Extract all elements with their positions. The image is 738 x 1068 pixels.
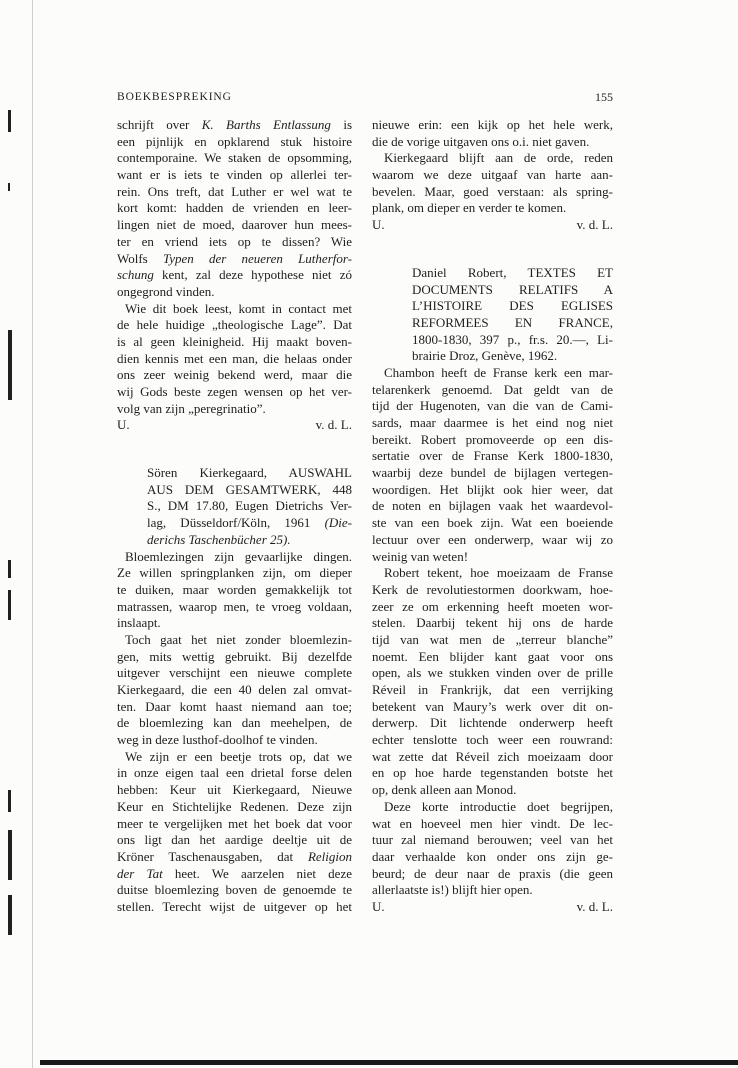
text-line bbox=[117, 367, 352, 384]
scan-artifact bbox=[8, 830, 12, 880]
text-line bbox=[412, 265, 613, 282]
text-line bbox=[147, 515, 352, 532]
text-line bbox=[117, 782, 352, 799]
text-run: lag, Düsseldorf/Köln, 1961 bbox=[147, 515, 325, 531]
text-line bbox=[117, 816, 352, 833]
text-run: te duiken, maar worden gemakkelijk tot bbox=[117, 581, 352, 597]
text-line bbox=[372, 882, 613, 899]
text-line bbox=[117, 334, 352, 351]
signature-place: U. bbox=[372, 898, 385, 914]
text-line bbox=[372, 649, 613, 666]
italic-text: der Tat bbox=[117, 865, 163, 881]
text-run: zeer ze om erkenning heeft moeten wor- bbox=[372, 598, 613, 614]
text-line bbox=[117, 649, 352, 666]
text-line bbox=[147, 482, 352, 499]
text-run: betekent van Maury’s werk over dit on- bbox=[372, 698, 613, 714]
text-run: waarom we deze uitgaaf van harte aan- bbox=[372, 167, 613, 183]
text-run: daar verhaalde kon onder ons zijn ge- bbox=[372, 848, 613, 864]
text-run: Toch gaat het niet zonder bloemlezin- bbox=[125, 631, 352, 647]
italic-text: Typen der neueren Lutherfor- bbox=[162, 250, 352, 266]
text-line bbox=[412, 282, 613, 299]
text-run: beurd; de deur naar de praxis (die geen bbox=[372, 865, 613, 881]
text-line bbox=[372, 134, 613, 151]
text-line bbox=[372, 582, 613, 599]
signature-initials: v. d. L. bbox=[576, 898, 613, 914]
text-line bbox=[117, 632, 352, 649]
text-run: wat en hoeveel men hier vindt. De lec- bbox=[372, 815, 613, 831]
text-run: die de vorige uitgaven ons o.i. niet gaven. bbox=[372, 133, 590, 149]
paragraph bbox=[117, 549, 352, 632]
text-line bbox=[372, 184, 613, 201]
text-line bbox=[372, 150, 613, 167]
text-run: wij Gods beste zegen wensen op het ver- bbox=[117, 384, 352, 399]
text-line bbox=[372, 200, 613, 217]
text-line bbox=[372, 415, 613, 432]
text-line bbox=[117, 284, 352, 301]
text-run: Wolfs bbox=[117, 250, 163, 266]
text-run: de noten en bijlagen vaak het waardevol- bbox=[372, 498, 613, 514]
text-run: DOCUMENTS RELATIFS A bbox=[412, 281, 613, 297]
text-line bbox=[117, 732, 352, 749]
text-line bbox=[412, 348, 613, 365]
scan-artifact bbox=[8, 895, 12, 935]
text-line bbox=[117, 715, 352, 732]
text-line bbox=[117, 117, 352, 134]
scan-edge-line bbox=[32, 0, 33, 1068]
text-line bbox=[117, 317, 352, 334]
text-run: weinig van weten! bbox=[372, 548, 469, 564]
text-run: nieuwe erin: een kijk op het hele werk, bbox=[372, 117, 613, 132]
text-line bbox=[412, 298, 613, 315]
text-run: gen, mits wettig gebruikt. Bij dezelfde bbox=[117, 648, 352, 664]
scan-artifact bbox=[8, 560, 11, 578]
text-line bbox=[372, 432, 613, 449]
review-signature bbox=[117, 417, 352, 434]
text-run: is al geen kleinigheid. Hij maakt boven- bbox=[117, 333, 352, 349]
book-heading bbox=[117, 465, 352, 548]
text-line bbox=[372, 799, 613, 816]
text-line bbox=[372, 599, 613, 616]
scan-artifact bbox=[8, 590, 11, 620]
text-line bbox=[117, 184, 352, 201]
text-run: Kierkegaard blijft aan de orde, reden bbox=[384, 150, 613, 166]
text-line bbox=[412, 332, 613, 349]
text-run: ongegrond vinden. bbox=[117, 283, 215, 299]
text-line bbox=[117, 301, 352, 318]
text-line bbox=[372, 398, 613, 415]
text-run: sards, maar daarmee is het eind nog niet bbox=[372, 415, 613, 430]
text-line bbox=[147, 498, 352, 515]
text-line bbox=[117, 565, 352, 582]
text-line bbox=[117, 267, 352, 284]
text-run: schrijft over bbox=[117, 117, 202, 132]
text-run: weg in deze lusthof-doolhof te vinden. bbox=[117, 732, 318, 748]
text-run: REFORMEES EN FRANCE, bbox=[412, 314, 613, 330]
text-line bbox=[372, 699, 613, 716]
paragraph bbox=[372, 117, 613, 150]
text-line bbox=[117, 549, 352, 566]
text-run: waarbij deze bundel de bijlagen vertegen- bbox=[372, 465, 613, 481]
text-run: stellen. Terecht wijst de uitgever op het bbox=[117, 898, 352, 914]
text-run: allerlaatste is!) blijft hier open. bbox=[372, 882, 533, 898]
text-run: contemporaine. We staken de opsomming, bbox=[117, 150, 352, 166]
text-line bbox=[372, 765, 613, 782]
right-column bbox=[372, 117, 613, 916]
text-run: rein. Ons treft, dat Luther er wel wat te bbox=[117, 183, 352, 199]
text-line bbox=[117, 217, 352, 234]
scan-bottom-edge bbox=[40, 1060, 738, 1065]
text-line bbox=[372, 866, 613, 883]
text-run: Kröner Taschenausgaben, dat bbox=[117, 848, 308, 864]
text-run: noemt. Een blijder kant gaat voor ons bbox=[372, 648, 613, 664]
text-line bbox=[372, 365, 613, 382]
signature-place: U. bbox=[372, 217, 385, 233]
paragraph bbox=[117, 632, 352, 749]
text-run: ons ligt dan het aardige deeltje uit de bbox=[117, 832, 352, 848]
text-run: woordigen. Het blijkt ook hier weer, dat bbox=[372, 481, 613, 497]
text-run: Réveil in Frankrijk, dat een verrijking bbox=[372, 682, 613, 697]
text-line bbox=[372, 615, 613, 632]
italic-text: K. Barths Entlassung bbox=[201, 117, 331, 132]
text-line bbox=[117, 832, 352, 849]
paragraph bbox=[372, 365, 613, 565]
text-line bbox=[117, 749, 352, 766]
signature-place: U. bbox=[117, 417, 130, 433]
text-run: stelen. Daarbij tekent hij ons de harde bbox=[372, 615, 613, 631]
signature-initials: v. d. L. bbox=[315, 417, 352, 433]
text-line bbox=[147, 465, 352, 482]
text-line bbox=[372, 532, 613, 549]
text-line bbox=[372, 682, 613, 699]
text-run: Ze willen springplanken zijn, om dieper bbox=[117, 565, 352, 581]
text-line bbox=[117, 351, 352, 368]
text-run: tijd van wat men de „terreur blanche” bbox=[372, 631, 613, 647]
text-line bbox=[117, 234, 352, 251]
text-run: is bbox=[330, 117, 352, 132]
text-run: sertatie over de Franse Kerk 1800-1830, bbox=[372, 448, 613, 464]
text-line bbox=[117, 849, 352, 866]
text-run: kent, zal deze hypothese niet zó bbox=[153, 267, 352, 283]
text-run: dien kennis met een man, die helaas onder bbox=[117, 350, 352, 366]
paragraph bbox=[372, 150, 613, 217]
text-line bbox=[117, 167, 352, 184]
paragraph bbox=[117, 301, 352, 418]
book-heading bbox=[372, 265, 613, 365]
text-run: inslaapt. bbox=[117, 615, 161, 631]
paragraph bbox=[372, 565, 613, 799]
text-run: AUS DEM GESAMTWERK, 448 bbox=[147, 481, 352, 497]
text-line bbox=[117, 682, 352, 699]
paragraph bbox=[117, 749, 352, 916]
scan-artifact bbox=[8, 183, 10, 191]
text-run: S., DM 17.80, Eugen Dietrichs Ver- bbox=[147, 498, 352, 514]
text-line bbox=[117, 866, 352, 883]
text-run: brairie Droz, Genève, 1962. bbox=[412, 348, 558, 364]
text-line bbox=[372, 749, 613, 766]
text-run: L’HISTOIRE DES EGLISES bbox=[412, 298, 613, 314]
text-run: wat zette dat Réveil zich moeizaam door bbox=[372, 748, 613, 764]
text-line bbox=[372, 515, 613, 532]
text-run: de hele huidige „theologische Lage”. Dat bbox=[117, 317, 352, 333]
text-line bbox=[412, 315, 613, 332]
text-line bbox=[372, 465, 613, 482]
text-line bbox=[372, 482, 613, 499]
text-run: Kierkegaard, die een 40 delen zal omvat- bbox=[117, 682, 352, 697]
text-line bbox=[372, 816, 613, 833]
text-run: uitgever verschijnt een nieuwe complete bbox=[117, 665, 352, 681]
text-run: echter tenslotte toch weer een rouwrand: bbox=[372, 732, 613, 748]
text-line bbox=[372, 832, 613, 849]
scan-artifact bbox=[8, 110, 11, 132]
page-number: 155 bbox=[595, 90, 613, 104]
text-line bbox=[117, 665, 352, 682]
review-signature bbox=[372, 899, 613, 916]
text-run: ons zeer weinig bekend werd, maar die bbox=[117, 367, 352, 383]
text-run: en op hoe harde tegenstanden botste het bbox=[372, 765, 613, 781]
scan-artifact bbox=[8, 330, 12, 400]
text-run: een pijnlijk en opklarend stuk histoire bbox=[117, 133, 352, 149]
italic-text: derichs Taschenbücher 25). bbox=[147, 531, 291, 547]
review-signature bbox=[372, 217, 613, 234]
text-line bbox=[372, 849, 613, 866]
text-run: meer te vergelijken met het boek dat voor bbox=[117, 815, 352, 831]
italic-text: schung bbox=[117, 267, 154, 283]
text-run: Bloemlezingen zijn gevaarlijke dingen. bbox=[125, 548, 352, 564]
text-run: derwerp. Dit lichtende onderwerp heeft bbox=[372, 715, 613, 731]
text-line bbox=[372, 665, 613, 682]
italic-text: (Die- bbox=[324, 515, 352, 531]
text-line bbox=[117, 150, 352, 167]
text-run: Kerk de revolutiestormen doorkwam, hoe- bbox=[372, 581, 613, 597]
text-line bbox=[117, 384, 352, 401]
paragraph bbox=[372, 799, 613, 899]
text-run: hebben: Keur uit Kierkegaard, Nieuwe bbox=[117, 782, 352, 798]
text-run: 1800-1830, 397 p., fr.s. 20.—, Li- bbox=[412, 331, 613, 347]
text-line bbox=[372, 715, 613, 732]
text-run: kort komt: hadden de vrienden en leer- bbox=[117, 200, 352, 216]
running-title: BOEKBESPREKING bbox=[117, 91, 232, 103]
text-run: Sören Kierkegaard, AUSWAHL bbox=[147, 465, 352, 481]
text-run: Robert tekent, hoe moeizaam de Franse bbox=[384, 565, 613, 581]
text-run: Chambon heeft de Franse kerk een mar- bbox=[384, 364, 613, 380]
text-line bbox=[372, 448, 613, 465]
text-line bbox=[117, 615, 352, 632]
text-run: heet. We aarzelen niet deze bbox=[162, 865, 352, 881]
text-line bbox=[372, 382, 613, 399]
text-line bbox=[117, 251, 352, 268]
paragraph bbox=[117, 117, 352, 301]
text-line bbox=[117, 799, 352, 816]
text-run: Wie dit boek leest, komt in contact met bbox=[125, 300, 352, 316]
text-line bbox=[147, 532, 352, 549]
signature-initials: v. d. L. bbox=[576, 217, 613, 233]
text-run: de bloemlezing kan dan meehelpen, de bbox=[117, 715, 352, 731]
text-line bbox=[117, 699, 352, 716]
text-run: open, als we stukken vinden over de prille bbox=[372, 665, 613, 681]
italic-text: Religion bbox=[307, 848, 352, 864]
text-line bbox=[372, 732, 613, 749]
text-run: op, denk alleen aan Monod. bbox=[372, 782, 517, 798]
text-line bbox=[117, 882, 352, 899]
text-run: duitse bloemlezing boven de genoemde te bbox=[117, 882, 352, 898]
text-line bbox=[117, 200, 352, 217]
scan-artifact bbox=[8, 790, 11, 812]
text-run: plank, om dieper en verder te komen. bbox=[372, 200, 567, 216]
text-run: tuur zal niemand berouwen; veel van het bbox=[372, 832, 613, 848]
text-run: We zijn er een beetje trots op, dat we bbox=[125, 748, 352, 764]
text-run: bereikt. Robert promoveerde op een dis- bbox=[372, 431, 613, 447]
text-run: want er is iets te vinden op allerlei ter- bbox=[117, 167, 352, 183]
text-line bbox=[117, 401, 352, 418]
text-run: in onze eigen taal een drietal forse delen bbox=[117, 765, 352, 781]
text-run: tijd der Hugenoten, van die van de Cami- bbox=[372, 398, 613, 414]
text-run: Daniel Robert, TEXTES ET bbox=[412, 264, 613, 280]
text-run: lingen niet de moed, daarover hun mees- bbox=[117, 217, 352, 233]
text-run: ste van een boek zijn. Wat een boeiende bbox=[372, 515, 613, 531]
text-run: Keur en Stichtelijke Redenen. Deze zijn bbox=[117, 798, 352, 814]
text-line bbox=[117, 134, 352, 151]
text-line bbox=[117, 599, 352, 616]
left-column bbox=[117, 117, 352, 916]
text-run: Deze korte introductie doet begrijpen, bbox=[384, 798, 613, 814]
text-line bbox=[372, 549, 613, 566]
text-run: lectuur over een onderwerp, waar wij zo bbox=[372, 531, 613, 547]
text-run: telarenkerk genoemd. Dat geldt van de bbox=[372, 381, 613, 397]
text-line bbox=[117, 765, 352, 782]
text-line bbox=[372, 167, 613, 184]
text-line bbox=[117, 582, 352, 599]
text-line bbox=[372, 632, 613, 649]
text-line bbox=[372, 498, 613, 515]
text-line bbox=[372, 782, 613, 799]
text-line bbox=[372, 565, 613, 582]
text-run: ten. Daar komt haast niemand aan toe; bbox=[117, 698, 352, 714]
text-run: ter en vriend iets op te dissen? Wie bbox=[117, 233, 352, 249]
running-head bbox=[117, 89, 613, 105]
text-run: bevelen. Maar, goed verstaan: als spring- bbox=[372, 183, 613, 199]
text-run: volg van zijn „peregrinatio”. bbox=[117, 400, 266, 416]
text-line bbox=[372, 117, 613, 134]
text-line bbox=[117, 899, 352, 916]
text-run: matrassen, waarop men, te vroeg voldaan, bbox=[117, 598, 352, 614]
